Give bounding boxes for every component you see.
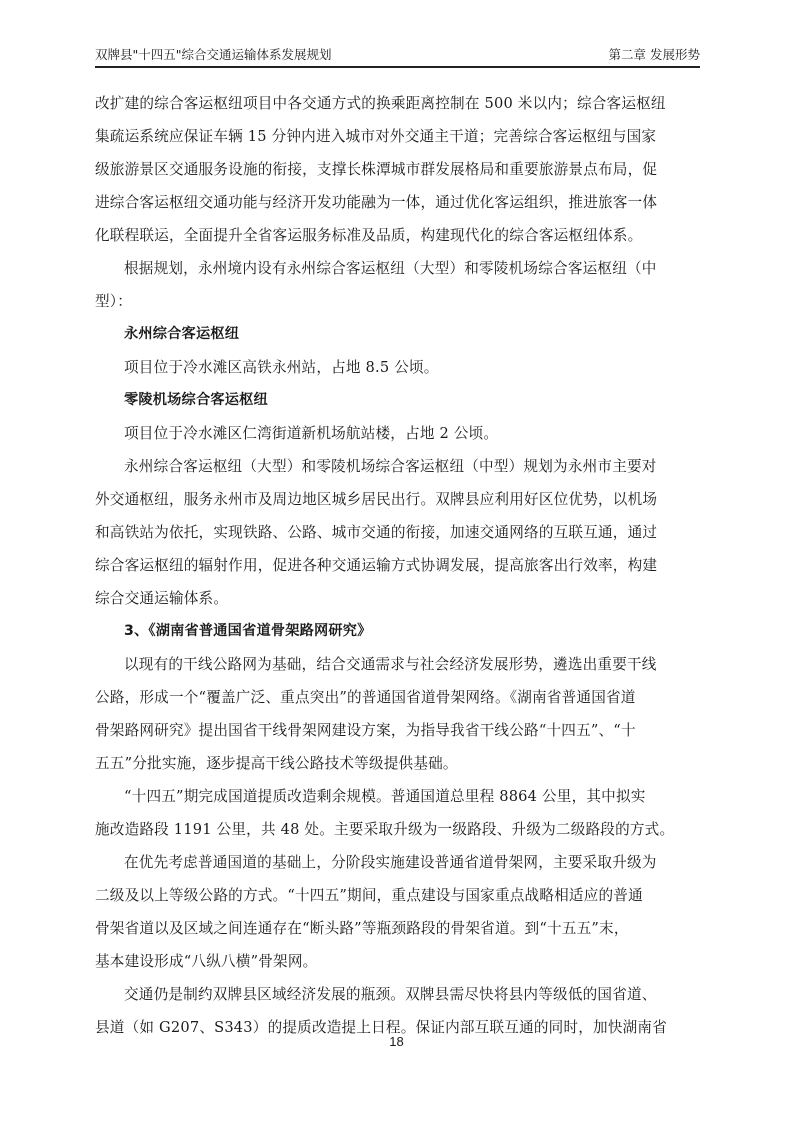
text-line: 骨架省道以及区域之间连通存在“断头路”等瓶颈路段的骨架省道。到“十五五”末， [95,920,629,937]
text-line: 综合客运枢纽的辐射作用，促进各种交通运输方式协调发展，提高旅客出行效率，构建 [95,557,658,574]
text-line: 五五”分批实施，逐步提高干线公路技术等级提供基础。 [95,755,458,772]
document-body [95,87,700,1044]
text-line: 公路，形成一个“覆盖广泛、重点突出”的普通国省道骨架网络。《湖南省普通国省道 [95,689,636,706]
text-line: 交通仍是制约双牌县区域经济发展的瓶颈。双牌县需尽快将县内等级低的国省道、 [124,986,657,1003]
text-line: 基本建设形成“八纵八横”骨架网。 [95,953,318,970]
section-heading: 零陵机场综合客运枢纽 [124,392,268,408]
page-number: 18 [389,1034,404,1049]
text-line: 根据规划，永州境内设有永州综合客运枢纽（大型）和零陵机场综合客运枢纽（中 [124,260,657,277]
text-line: 型）： [95,293,133,310]
text-line: 永州综合客运枢纽（大型）和零陵机场综合客运枢纽（中型）规划为永州市主要对 [124,458,657,475]
text-line: 施改造路段 1191 公里，共 48 处。主要采取升级为一级路段、升级为二级路段的方式。 [95,821,675,838]
text-line: 级旅游景区交通服务设施的衔接，支撑长株潭城市群发展格局和重要旅游景点布局，促 [95,161,658,178]
text-line: 和高铁站为依托，实现铁路、公路、城市交通的衔接，加速交通网络的互联互通，通过 [95,524,658,541]
text-line: 项目位于冷水滩区高铁永州站，占地 8.5 公顷。 [124,359,439,376]
text-line: 进综合客运枢纽交通功能与经济开发功能融为一体，通过优化客运组织，推进旅客一体 [95,194,658,211]
header-chapter-title: 第二章 发展形势 [608,47,700,62]
text-line: 县道（如 G207、S343）的提质改造提上日程。保证内部互联互通的同时，加快湖南省 [95,1019,668,1036]
text-line: 外交通枢纽，服务永州市及周边地区城乡居民出行。双牌县应利用好区位优势，以机场 [95,491,658,508]
section-heading: 永州综合客运枢纽 [124,326,240,342]
text-line: 以现有的干线公路网为基础，结合交通需求与社会经济发展形势，遴选出重要干线 [124,656,657,673]
text-line: 改扩建的综合客运枢纽项目中各交通方式的换乘距离控制在 500 米以内；综合客运枢纽 [95,95,666,112]
text-line: 集疏运系统应保证车辆 15 分钟内进入城市对外交通主干道；完善综合客运枢纽与国家 [95,128,657,145]
text-line: 在优先考虑普通国道的基础上，分阶段实施建设普通省道骨架网，主要采取升级为 [124,854,657,871]
text-line: 项目位于冷水滩区仁湾街道新机场航站楼，占地 2 公顷。 [124,425,499,442]
text-line: 骨架路网研究》提出国省干线骨架网建设方案，为指导我省干线公路“十四五”、“十 [95,722,636,739]
text-line: 化联程联运，全面提升全省客运服务标准及品质，构建现代化的综合客运枢纽体系。 [95,227,643,244]
header-document-title: 双牌县"十四五"综合交通运输体系发展规划 [95,47,332,62]
text-line: 综合交通运输体系。 [95,590,229,607]
page-header [95,46,700,68]
text-line: “十四五”期完成国道提质改造剩余规模。普通国道总里程 8864 公里，其中拟实 [124,788,646,805]
section-heading: 3、《湖南省普通国省道骨架路网研究》 [124,623,372,639]
text-line: 二级及以上等级公路的方式。“十四五”期间，重点建设与国家重点战略相适应的普通 [95,887,643,904]
